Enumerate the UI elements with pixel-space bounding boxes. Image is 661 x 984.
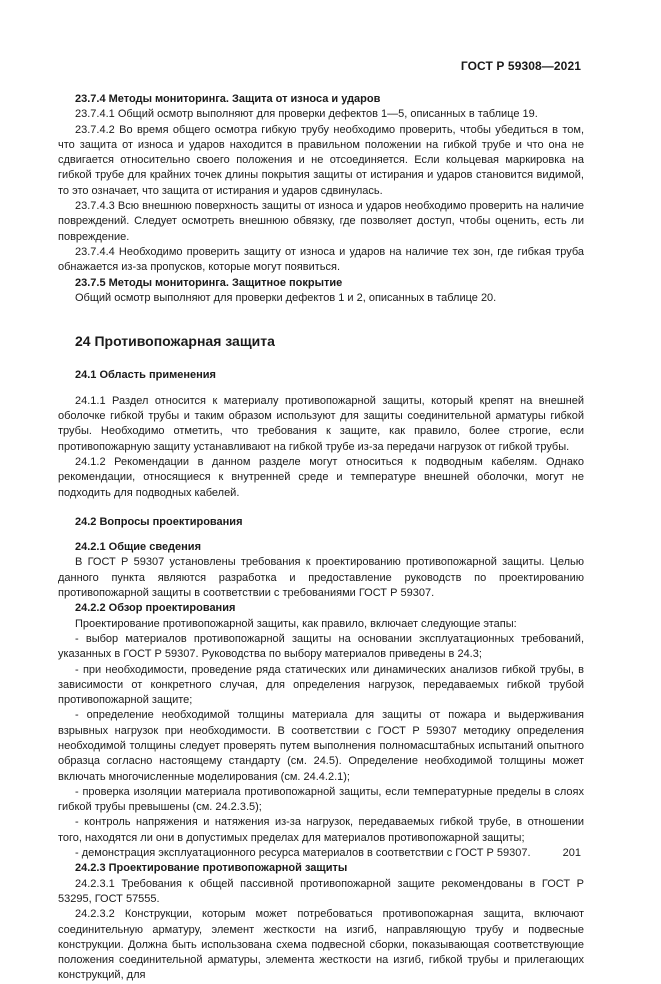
section-heading-23-7-4: 23.7.4 Методы мониторинга. Защита от износа и ударов xyxy=(75,93,381,105)
list-item: - контроль напряжения и натяжения из-за нагрузок, передаваемых гибкой трубе, в отношении того, находятся ли они в допустимых пределах для материалов противопожарной защиты; xyxy=(58,816,584,844)
page-body xyxy=(58,92,584,984)
chapter-heading-24: 24 Противопожарная защита xyxy=(75,333,275,350)
page-number: 201 xyxy=(562,847,581,859)
section-heading-23-7-5: 23.7.5 Методы мониторинга. Защитное покрытие xyxy=(75,276,343,289)
paragraph-23-7-5: Общий осмотр выполняют для проверки дефектов 1 и 2, описанных в таблице 20. xyxy=(75,291,497,304)
list-item: - определение необходимой толщины материала для защиты от пожара и выдерживания взрывных нагрузок при необходимости. В соответствии с ГОСТ Р 59307 методику определения необходимой толщины следует проверять путем выполнения полномасштабных испытаний опытного образца согласно настоящему стандарту (см. 24.5). Определение необходимой толщины может включать многочисленные моделирования (см. 24.4.2.1); xyxy=(58,709,584,783)
list-item: - демонстрация эксплуатационного ресурса материалов в соответствии с ГОСТ Р 59307. xyxy=(75,847,531,860)
document-header: ГОСТ Р 59308—2021 xyxy=(460,59,581,73)
paragraph-24-2-2-intro: Проектирование противопожарной защиты, как правило, включает следующие этапы: xyxy=(75,617,517,630)
paragraph-24-2-3-1: 24.2.3.1 Требования к общей пассивной противопожарной защите рекомендованы в ГОСТ Р 53295, ГОСТ 57555. xyxy=(58,877,584,905)
section-heading-24-2-1: 24.2.1 Общие сведения xyxy=(75,541,201,554)
paragraph-24-2-1: В ГОСТ Р 59307 установлены требования к проектированию противопожарной защиты. Целью данного пункта являются разработка и предоставление руководств по проектированию противопожарной защиты в соответствии с требованиями ГОСТ Р 59307. xyxy=(58,556,584,600)
paragraph-24-1-1: 24.1.1 Раздел относится к материалу противопожарной защиты, который крепят на внешней оболочке гибкой трубы и таким образом используют для защиты соединительной арматуры гибкой трубы. Необходимо отметить, что требования к защите, как правило, более строгие, если противопожарную защиту устанавливают на гибкой трубе из-за передачи нагрузок от гибкой трубы. xyxy=(58,394,584,453)
list-item: - проверка изоляции материала противопожарной защиты, если температурные пределы в слоях гибкой трубы превышены (см. 24.2.3.5); xyxy=(58,785,584,814)
paragraph-23-7-4-2: 23.7.4.2 Во время общего осмотра гибкую трубу необходимо проверить, чтобы убедиться в том, что защита от износа и ударов находится в правильном положении на гибкой трубе и что она не сдвигается относительно своего положения и не отсоединяется. Если кольцевая маркировка на гибкой трубе для крайних точек длины покрытия защиты от истирания и ударов становится видимой, то это означает, что защита от истирания и ударов сдвинулась. xyxy=(58,123,584,197)
paragraph-23-7-4-1: 23.7.4.1 Общий осмотр выполняют для проверки дефектов 1—5, описанных в таблице 19. xyxy=(75,108,538,121)
paragraph-24-1-2: 24.1.2 Рекомендации в данном разделе могут относиться к подводным кабелям. Однако рекомендации, относящиеся к внутренней среде и температуре внешней оболочки, могут не подходить для подводных кабелей. xyxy=(58,455,584,499)
paragraph-23-7-4-3: 23.7.4.3 Всю внешнюю поверхность защиты от износа и ударов необходимо проверить на наличие повреждений. Следует осмотреть внешнюю обвязку, где позволяет доступ, чтобы оценить, есть ли повреждение. xyxy=(58,200,584,243)
section-heading-24-2-3: 24.2.3 Проектирование противопожарной защиты xyxy=(75,862,348,875)
paragraph-23-7-4-4: 23.7.4.4 Необходимо проверить защиту от износа и ударов на наличие тех зон, где гибкая труба обнажается из-за пропусков, которые могут появиться. xyxy=(58,245,584,274)
list-item: - выбор материалов противопожарной защиты на основании эксплуатационных требований, указанных в ГОСТ Р 59307. Руководства по выбору материалов приведены в 24.3; xyxy=(58,632,584,661)
section-heading-24-2-2: 24.2.2 Обзор проектирования xyxy=(75,602,236,615)
section-heading-24-2: 24.2 Вопросы проектирования xyxy=(75,515,243,528)
paragraph-24-2-3-2: 24.2.3.2 Конструкции, которым может потребоваться противопожарная защита, включают соединительную арматуру, элемент жесткости на изгиб, направляющую трубу и подвесные конструкции. Должна быть использована схема подвесной сборки, показывающая соответствующие положения соединительной арматуры, элемента жесткости на изгиб, гибкой трубы и прилегающих конструкций, для xyxy=(58,908,584,982)
list-item: - при необходимости, проведение ряда статических или динамических анализов гибкой трубы, в зависимости от конкретного случая, для определения нагрузок, передаваемых гибкой трубой противопожарной защите; xyxy=(58,663,584,707)
section-heading-24-1: 24.1 Область применения xyxy=(75,369,216,382)
